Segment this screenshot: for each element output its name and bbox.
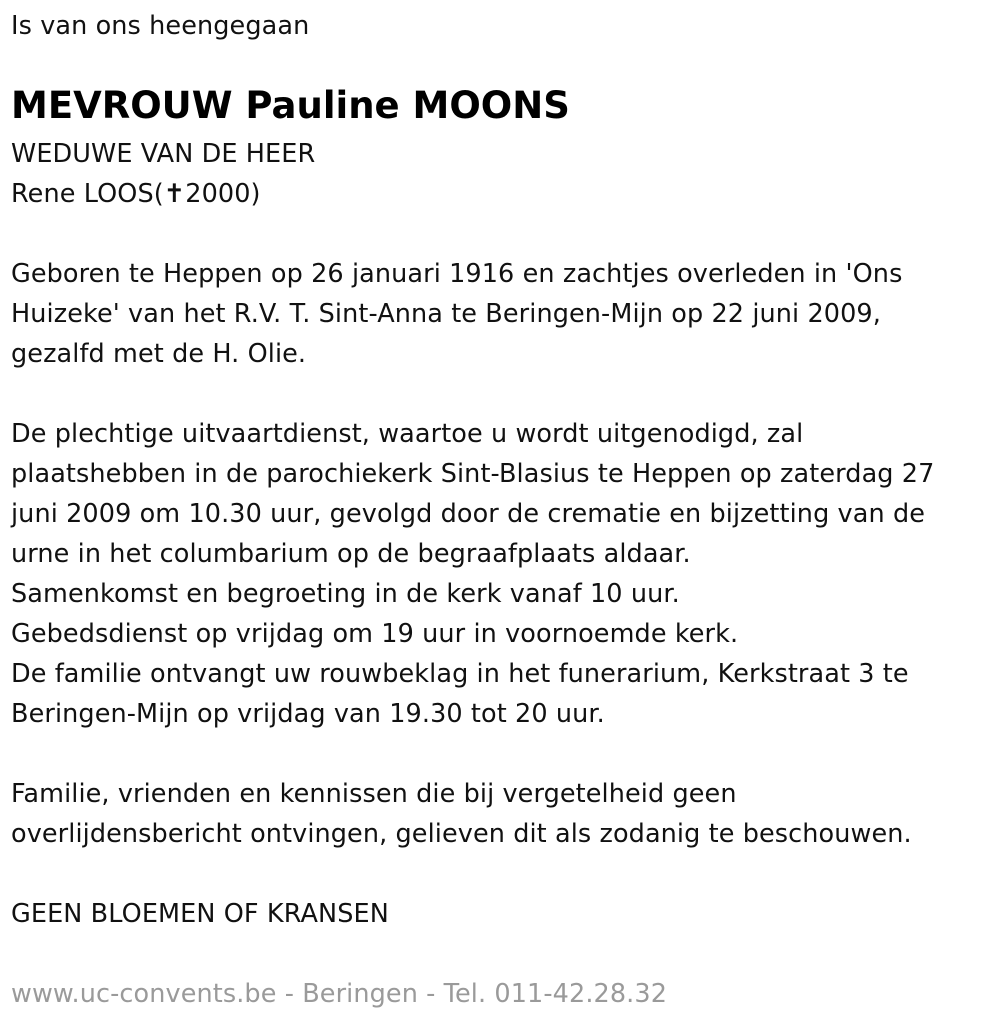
birth-death-line: Geboren te Heppen op 26 januari 1916 en zachtjes overleden in 'Ons (11, 259, 903, 289)
service-line: Beringen-Mijn op vrijdag van 19.30 tot 20 uur. (11, 699, 605, 729)
service-line: urne in het columbarium op de begraafplaats aldaar. (11, 539, 691, 569)
birth-death-line: Huizeke' van het R.V. T. Sint-Anna te Beringen-Mijn op 22 juni 2009, (11, 299, 881, 329)
service-line: Gebedsdienst op vrijdag om 19 uur in voornoemde kerk. (11, 619, 739, 649)
service-line: De familie ontvangt uw rouwbeklag in het funerarium, Kerkstraat 3 te (11, 659, 909, 689)
notice-line: Familie, vrienden en kennissen die bij vergetelheid geen (11, 779, 737, 809)
service-line: juni 2009 om 10.30 uur, gevolgd door de crematie en bijzetting van de (11, 499, 926, 529)
widow-line: WEDUWE VAN DE HEER (11, 139, 316, 169)
spouse-death-year: 2000) (185, 179, 261, 209)
spouse-name: Rene LOOS( (11, 179, 164, 209)
service-line: Samenkomst en begroeting in de kerk vanaf 10 uur. (11, 579, 680, 609)
service-line: De plechtige uitvaartdienst, waartoe u wordt uitgenodigd, zal (11, 419, 804, 449)
service-line: plaatshebben in de parochiekerk Sint-Blasius te Heppen op zaterdag 27 (11, 459, 935, 489)
cross-icon: ✝ (163, 179, 186, 209)
intro-text: Is van ons heengegaan (11, 11, 310, 41)
footer-contact: www.uc-convents.be - Beringen - Tel. 011-42.28.32 (11, 979, 668, 1009)
notice-line: overlijdensbericht ontvingen, gelieven dit als zodanig te beschouwen. (11, 819, 912, 849)
spouse-line (11, 174, 261, 214)
deceased-name: MEVROUW Pauline MOONS (11, 84, 570, 127)
birth-death-line: gezalfd met de H. Olie. (11, 339, 307, 369)
flowers-notice: GEEN BLOEMEN OF KRANSEN (11, 899, 389, 929)
